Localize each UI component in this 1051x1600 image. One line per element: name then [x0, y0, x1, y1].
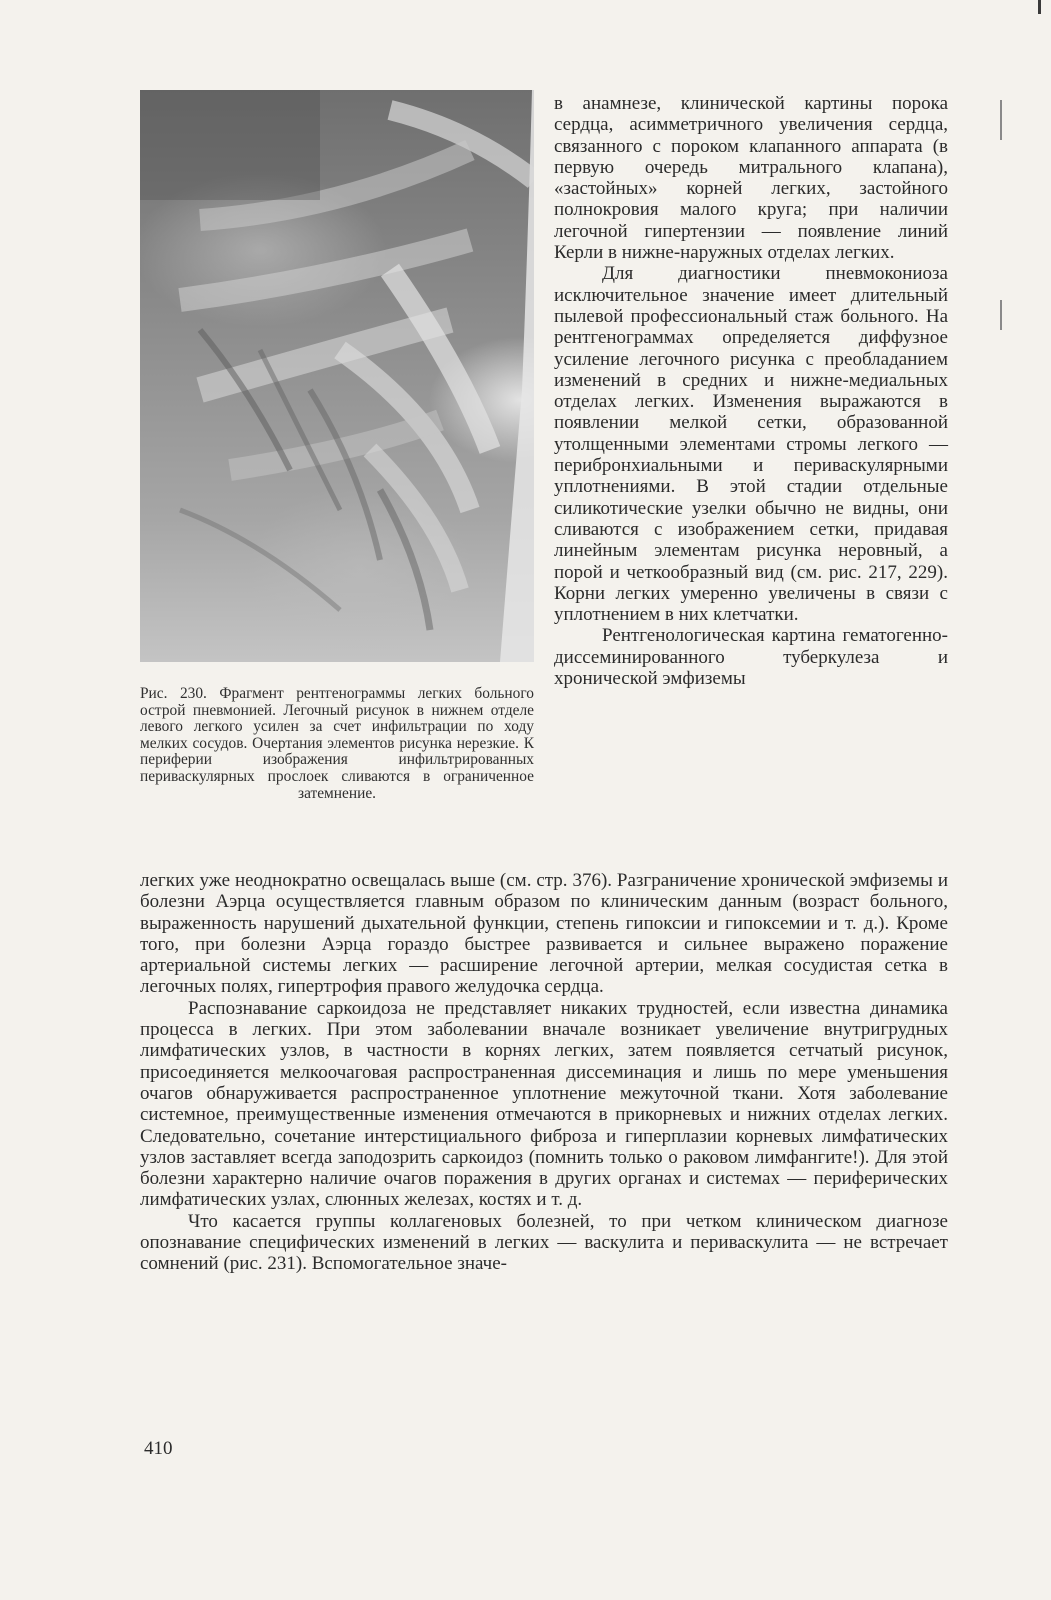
paragraph: Распознавание саркоидоза не представляет никаких трудностей, если известна динамика процесса в легких. При этом заболевании вначале возникает увеличение внутригрудных лимфатических узлов, в частности в корнях легких, затем появляется сетчатый рисунок, присоединяется мелкоочаговая распространенная диссеминация и лишь по мере уменьшения очагов обнаруживается распространенное уплотнение межуточной ткани. Хотя заболевание системное, преимущественные изменения отмечаются в прикорневых и нижних отделах легких. Следовательно, сочетание интерстициального фиброза и гиперплазии корневых лимфатических узлов заставляет всегда заподозрить саркоидоз (помнить только о раковом лимфангите!). Для этой болезни характерно наличие очагов поражения в других органах и системах — периферических лимфатических узлах, слюнных железах, костях и т. д. [140, 997, 948, 1211]
full-width-text [140, 870, 948, 1275]
xray-illustration [140, 90, 534, 662]
right-text-column [554, 93, 948, 689]
paragraph-continuation: легких уже неоднократно освещалась выше (см. стр. 376). Разграничение хронической эмфиземы и болезни Аэрца осуществляется главным образом по клиническим данным (возраст больного, выраженность нарушений дыхательной функции, степень гипоксии и гипоксемии и т. д.). Кроме того, при болезни Аэрца гораздо быстрее развивается и сильнее выражено поражение артериальной системы легких — расширение легочной артерии, мелкая сосудистая сетка в легочных полях, гипертрофия правого желудочка сердца. [140, 870, 948, 998]
margin-mark [1000, 300, 1002, 330]
figure-caption: Рис. 230. Фрагмент рентгенограммы легких больного острой пневмонией. Легочный рисунок в нижнем отделе левого легкого усилен за счет инфильтрации по ходу мелких сосудов. Очертания элементов рисунка нерезкие. К периферии изображения инфильтрированных периваскулярных прослоек сливаются в ограниченное затемнение. [140, 685, 534, 802]
paragraph: в анамнезе, клинической картины порока сердца, асимметричного увеличения сердца, связанного с пороком клапанного аппарата (в первую очередь митрального клапана), «застойных» корней легких, застойного полнокровия малого круга; при наличии легочной гипертензии — появление линий Керли в нижне-наружных отделах легких. [554, 93, 948, 264]
paragraph: Что касается группы коллагеновых болезней, то при четком клиническом диагнозе опознавание специфических изменений в легких — васкулита и периваскулита — не встречает сомнений (рис. 231). Вспомогательное значе- [140, 1210, 948, 1275]
paragraph: Для диагностики пневмокониоза исключительное значение имеет длительный пылевой профессиональный стаж больного. На рентгенограммах определяется диффузное усиление легочного рисунка с преобладанием изменений в средних и нижне-медиальных отделах легких. Изменения выражаются в появлении мелкой сетки, образованной утолщенными элементами стромы легкого — перибронхиальными и периваскулярными уплотнениями. В этой стадии отдельные силикотические узелки обычно не видны, они сливаются с изображением сетки, придавая линейным элементам рисунка неровный, а порой и четкообразный вид (см. рис. 217, 229). Корни легких умеренно увеличены в связи с уплотнением в них клетчатки. [554, 263, 948, 626]
scan-edge-mark [1038, 0, 1041, 14]
page-number: 410 [144, 1438, 173, 1459]
xray-image [140, 90, 534, 662]
paragraph-start: Рентгенологическая картина гематогенно-диссеминированного туберкулеза и хронической эмфиземы [554, 625, 948, 690]
margin-mark [1000, 100, 1002, 140]
